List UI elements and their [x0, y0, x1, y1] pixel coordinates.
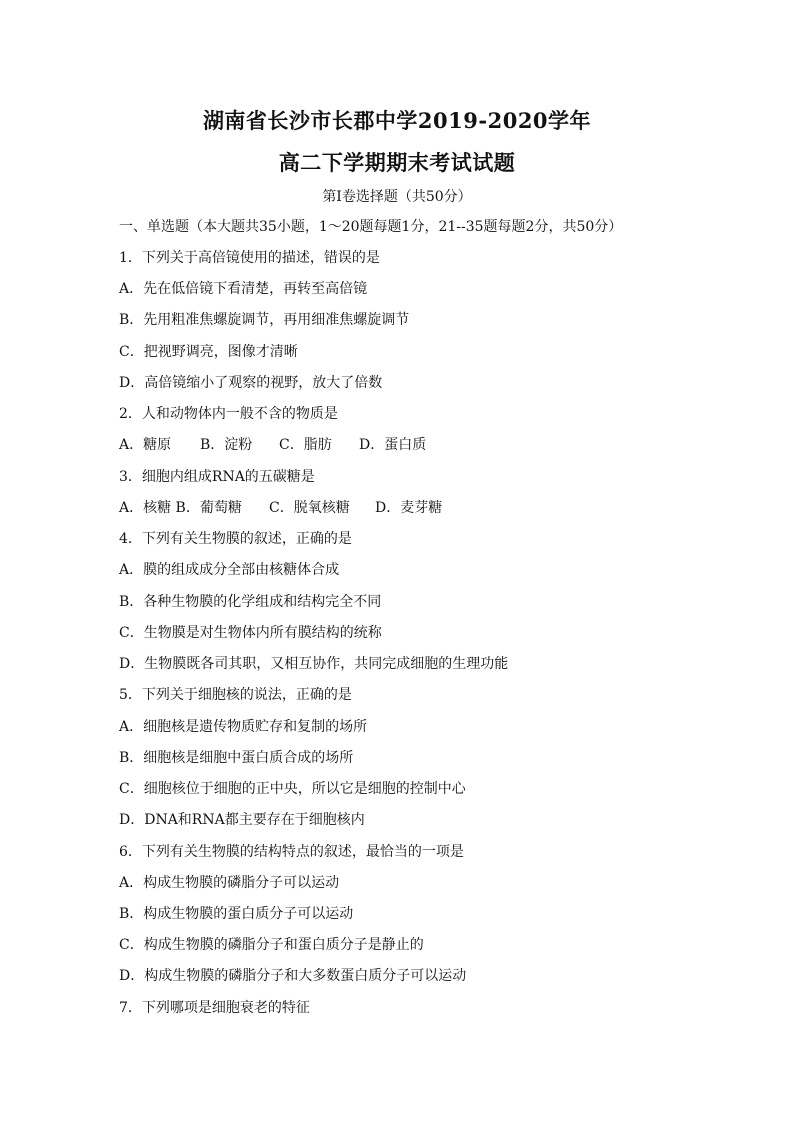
question-1-option-c: C．把视野调亮，图像才清晰	[119, 344, 298, 360]
question-6-option-b: B．构成生物膜的蛋白质分子可以运动	[119, 906, 354, 922]
question-5-option-c: C．细胞核位于细胞的正中央，所以它是细胞的控制中心	[119, 781, 466, 797]
question-2-option-a: A．糖原	[119, 437, 172, 453]
question-4-option-d: D．生物膜既各司其职，又相互协作，共同完成细胞的生理功能	[119, 656, 509, 672]
question-6-option-a: A．构成生物膜的磷脂分子可以运动	[119, 875, 340, 891]
question-5-option-b: B．细胞核是细胞中蛋白质合成的场所	[119, 750, 354, 766]
question-5-option-a: A．细胞核是遗传物质贮存和复制的场所	[119, 719, 368, 735]
question-2-stem: 2．人和动物体内一般不含的物质是	[119, 406, 338, 422]
question-1-option-b: B．先用粗准焦螺旋调节，再用细准焦螺旋调节	[119, 312, 410, 328]
question-3-options	[119, 499, 442, 517]
question-5-stem: 5．下列关于细胞核的说法，正确的是	[119, 687, 352, 703]
question-3-stem: 3．细胞内组成RNA的五碳糖是	[119, 469, 315, 485]
question-1-stem: 1．下列关于高倍镜使用的描述，错误的是	[119, 250, 380, 266]
question-4-option-b: B．各种生物膜的化学组成和结构完全不同	[119, 594, 382, 610]
question-7-stem: 7．下列哪项是细胞衰老的特征	[119, 1000, 310, 1016]
question-2-options	[119, 436, 426, 454]
question-6-option-d: D．构成生物膜的磷脂分子和大多数蛋白质分子可以运动	[119, 968, 467, 984]
question-4-option-a: A．膜的组成成分全部由核糖体合成	[119, 562, 340, 578]
section-heading: 第Ⅰ卷选择题（共50分）	[322, 189, 472, 205]
question-1-option-a: A．先在低倍镜下看清楚，再转至高倍镜	[119, 281, 368, 297]
question-5-option-d: D．DNA和RNA都主要存在于细胞核内	[119, 812, 365, 828]
instructions-text: 一、单选题（本大题共35小题，1～20题每题1分，21--35题每题2分，共50分）	[119, 219, 623, 235]
question-6-option-c: C．构成生物膜的磷脂分子和蛋白质分子是静止的	[119, 937, 424, 953]
question-6-stem: 6．下列有关生物膜的结构特点的叙述，最恰当的一项是	[119, 844, 464, 860]
question-4-option-c: C．生物膜是对生物体内所有膜结构的统称	[119, 625, 382, 641]
question-3-option-ab: A．核糖 B．葡萄糖	[119, 500, 242, 516]
question-3-option-d: D．麦芽糖	[375, 500, 443, 516]
question-3-option-c: C．脱氧核糖	[269, 500, 350, 516]
question-2-option-d: D．蛋白质	[359, 437, 427, 453]
question-2-option-c: C．脂肪	[279, 437, 332, 453]
exam-title-line-1: 湖南省长沙市长郡中学2019-2020学年	[202, 108, 592, 133]
question-1-option-d: D．高倍镜缩小了观察的视野，放大了倍数	[119, 375, 383, 391]
exam-title-line-2: 高二下学期期末考试试题	[278, 150, 516, 175]
question-4-stem: 4．下列有关生物膜的叙述，正确的是	[119, 531, 352, 547]
question-2-option-b: B．淀粉	[200, 437, 253, 453]
